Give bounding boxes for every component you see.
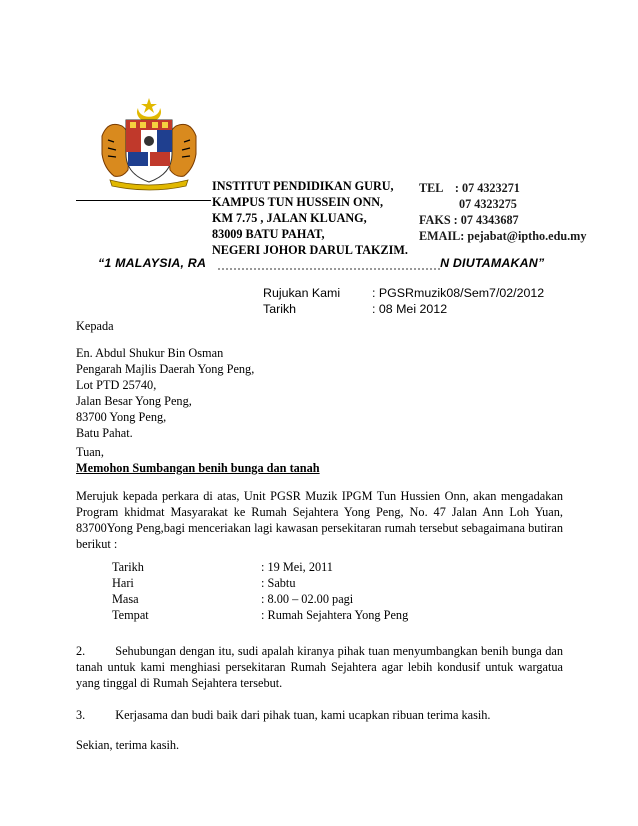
institute-line: KAMPUS TUN HUSSEIN ONN,: [212, 195, 384, 209]
detail-label: Tempat: [112, 608, 149, 622]
telephone-2: 07 4323275: [459, 197, 517, 211]
recipient-line: 83700 Yong Peng,: [76, 410, 167, 424]
recipient-line: Batu Pahat.: [76, 426, 133, 440]
telephone-1: TEL : 07 4323271: [419, 181, 520, 195]
reference-label: Rujukan Kami: [263, 286, 341, 300]
detail-label: Tarikh: [112, 560, 144, 574]
paragraph-text: Sehubungan dengan itu, sudi apalah kiranya pihak tuan menyumbangkan benih bunga dan tanah untuk kami menghiasi persekitaran Rumah Sejahtera agar lebih kondusif untuk wargatua yang tinggal di Rumah Sejahtera tersebut.: [76, 644, 563, 690]
coat-of-arms-logo: [96, 96, 202, 192]
recipient-line: Jalan Besar Yong Peng,: [76, 394, 192, 408]
date-value: : 08 Mei 2012: [372, 302, 448, 316]
slogan-obscured: [218, 258, 440, 270]
institute-line: KM 7.75 , JALAN KLUANG,: [212, 211, 367, 225]
recipient-line: En. Abdul Shukur Bin Osman: [76, 346, 224, 360]
detail-label: Hari: [112, 576, 134, 590]
closing-line: Sekian, terima kasih.: [76, 738, 180, 752]
subject-line: Memohon Sumbangan benih bunga dan tanah: [76, 461, 320, 475]
institute-line: 83009 BATU PAHAT,: [212, 227, 325, 241]
paragraph-1: Merujuk kepada perkara di atas, Unit PGSR Muzik IPGM Tun Hussien Onn, akan mengadakan Program khidmat Masyarakat ke Rumah Sejahtera Yong Peng, No. 47 Jalan Ann Loh Yuan, 83700Yong Peng,bagi menceriakan lagi kawasan persekitaran rumah tersebut sebagaimana butiran berikut :: [76, 489, 563, 551]
institute-line: NEGERI JOHOR DARUL TAKZIM.: [212, 243, 408, 257]
detail-value: : 19 Mei, 2011: [261, 560, 333, 574]
reference-value: : PGSRmuzik08/Sem7/02/2012: [372, 286, 545, 300]
email-address: EMAIL: pejabat@iptho.edu.my: [419, 229, 587, 243]
fax-number: FAKS : 07 4343687: [419, 213, 519, 227]
slogan-start: “1 MALAYSIA, RA: [98, 256, 207, 270]
contact-block: [419, 180, 586, 244]
paragraph-3: [76, 707, 491, 723]
paragraph-2: [76, 643, 563, 691]
slogan: [98, 256, 544, 270]
slogan-end: N DIUTAMAKAN”: [440, 256, 545, 270]
recipient-line: Lot PTD 25740,: [76, 378, 157, 392]
salutation: Tuan,: [76, 445, 104, 459]
paragraph-text: Kerjasama dan budi baik dari pihak tuan, kami ucapkan ribuan terima kasih.: [115, 708, 491, 722]
detail-label: Masa: [112, 592, 139, 606]
recipient-address: [76, 345, 254, 441]
detail-value: : Sabtu: [261, 576, 296, 590]
kepada-label: Kepada: [76, 319, 114, 333]
header-divider: [76, 200, 211, 201]
institute-line: INSTITUT PENDIDIKAN GURU,: [212, 179, 394, 193]
detail-value: : Rumah Sejahtera Yong Peng: [261, 608, 409, 622]
institute-address: [212, 178, 408, 258]
date-label: Tarikh: [263, 302, 297, 316]
paragraph-number: 3.: [76, 708, 86, 722]
detail-value: : 8.00 – 02.00 pagi: [261, 592, 354, 606]
paragraph-number: 2.: [76, 644, 86, 658]
recipient-line: Pengarah Majlis Daerah Yong Peng,: [76, 362, 255, 376]
